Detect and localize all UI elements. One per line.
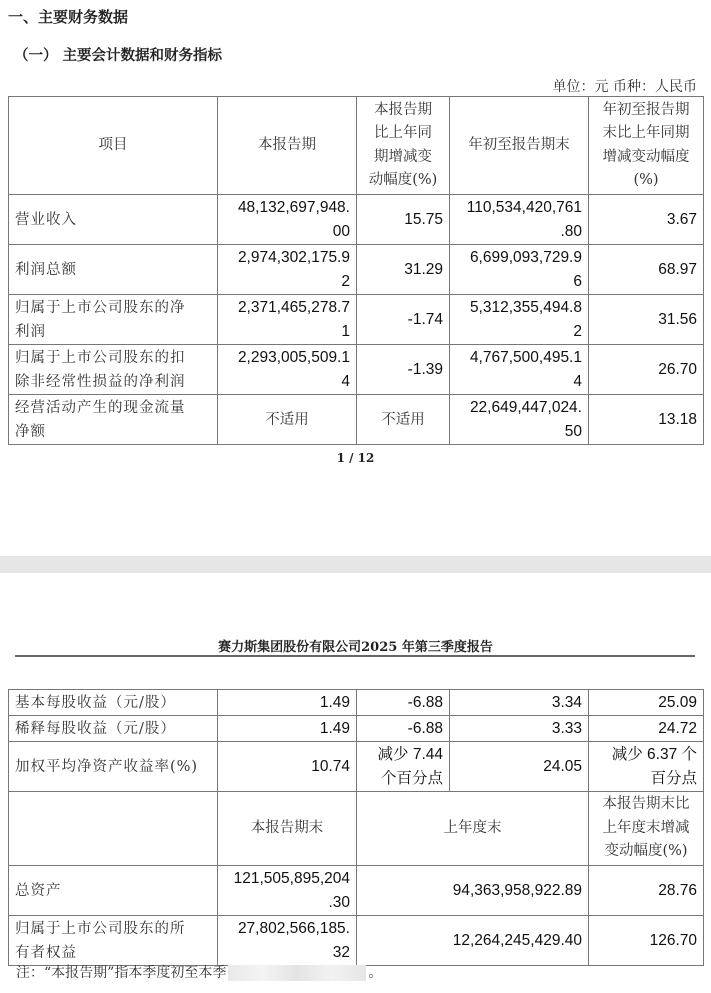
report-header-title: 赛力斯集团股份有限公司2025 年第三季度报告	[218, 640, 493, 655]
row-ytd-change: 25.09	[589, 690, 704, 716]
row-period-end: 27,802,566,185. 32	[218, 916, 357, 966]
row-ytd: 22,649,447,024. 50	[450, 395, 589, 445]
row-item: 归属于上市公司股东的净 利润	[9, 295, 218, 345]
row-item: 归属于上市公司股东的扣 除非经常性损益的净利润	[9, 345, 218, 395]
row-ytd-change: 31.56	[589, 295, 704, 345]
header-item: 项目	[9, 97, 218, 195]
unit-currency-label: 单位：元 币种：人民币	[552, 79, 697, 95]
row-period-end: 121,505,895,204 .30	[218, 866, 357, 916]
row-current: 2,293,005,509.1 4	[218, 345, 357, 395]
row-ytd: 3.34	[450, 690, 589, 716]
key-financial-data-table	[8, 96, 704, 445]
row-ytd: 3.33	[450, 716, 589, 742]
table-header-row	[9, 97, 704, 195]
row-ytd: 24.05	[450, 742, 589, 792]
row-ytd-change: 24.72	[589, 716, 704, 742]
row-change: 126.70	[589, 916, 704, 966]
redacted-blur	[228, 965, 366, 981]
table-row	[9, 742, 704, 792]
header-ytd: 年初至报告期末	[450, 97, 589, 195]
header-line: 动幅度(%)	[368, 172, 438, 188]
row-current: 1.49	[218, 716, 357, 742]
table-row	[9, 245, 704, 295]
row-current-change: -1.39	[357, 345, 450, 395]
row-change: 28.76	[589, 866, 704, 916]
row-current: 2,974,302,175.9 2	[218, 245, 357, 295]
header-current-change	[357, 97, 450, 195]
page-number: 1 / 12	[336, 451, 375, 465]
row-item: 加权平均净资产收益率(%)	[9, 742, 218, 792]
row-prior-year-end: 12,264,245,429.40	[357, 916, 589, 966]
header-line: (%)	[633, 172, 659, 188]
header-line: 末比上年同期	[602, 125, 690, 141]
row-current: 2,371,465,278.7 1	[218, 295, 357, 345]
row-current-change: 31.29	[357, 245, 450, 295]
header-period-end: 本报告期末	[218, 792, 357, 866]
row-ytd-change: 减少 6.37 个 百分点	[589, 742, 704, 792]
row-ytd-change: 13.18	[589, 395, 704, 445]
row-current-change: 不适用	[357, 395, 450, 445]
row-item: 归属于上市公司股东的所 有者权益	[9, 916, 218, 966]
header-prior-year-end: 上年度末	[357, 792, 589, 866]
table-row	[9, 716, 704, 742]
header-change	[589, 792, 704, 866]
row-current: 不适用	[218, 395, 357, 445]
table-row	[9, 295, 704, 345]
row-item: 基本每股收益（元/股）	[9, 690, 218, 716]
row-current: 10.74	[218, 742, 357, 792]
header-line: 增减变动幅度	[602, 148, 690, 165]
header-line: 本报告期	[374, 101, 432, 118]
page-separator	[0, 556, 711, 573]
row-ytd-change: 26.70	[589, 345, 704, 395]
row-item: 利润总额	[9, 245, 218, 295]
header-line: 比上年同	[374, 125, 432, 141]
row-ytd: 4,767,500,495.1 4	[450, 345, 589, 395]
table-row	[9, 345, 704, 395]
header-line: 变动幅度(%)	[604, 843, 688, 860]
row-prior-year-end: 94,363,958,922.89	[357, 866, 589, 916]
header-rule	[15, 655, 695, 657]
footnote	[16, 962, 382, 982]
row-current: 1.49	[218, 690, 357, 716]
row-ytd-change: 68.97	[589, 245, 704, 295]
row-ytd-change: 3.67	[589, 195, 704, 245]
row-ytd: 110,534,420,761 .80	[450, 195, 589, 245]
header-line: 本报告期末比	[602, 796, 690, 813]
table-row	[9, 916, 704, 966]
table-row	[9, 195, 704, 245]
header-ytd-change	[589, 97, 704, 195]
balance-header-row	[9, 792, 704, 866]
row-ytd: 6,699,093,729.9 6	[450, 245, 589, 295]
row-item: 营业收入	[9, 195, 218, 245]
header-item	[9, 792, 218, 866]
header-line: 上年度末增减	[602, 819, 690, 836]
row-current-change: 减少 7.44 个百分点	[357, 742, 450, 792]
footnote-end: 。	[368, 965, 383, 981]
header-line: 期增减变	[374, 148, 432, 165]
row-current: 48,132,697,948. 00	[218, 195, 357, 245]
row-current-change: -6.88	[357, 716, 450, 742]
section-heading: 一、主要财务数据	[8, 8, 129, 26]
key-financial-data-table-continued	[8, 689, 704, 966]
row-current-change: -1.74	[357, 295, 450, 345]
table-row	[9, 866, 704, 916]
header-current-period: 本报告期	[218, 97, 357, 195]
table-row	[9, 690, 704, 716]
row-item: 总资产	[9, 866, 218, 916]
row-ytd: 5,312,355,494.8 2	[450, 295, 589, 345]
row-current-change: -6.88	[357, 690, 450, 716]
subsection-heading: （一） 主要会计数据和财务指标	[14, 48, 223, 64]
row-item: 稀释每股收益（元/股）	[9, 716, 218, 742]
row-current-change: 15.75	[357, 195, 450, 245]
header-line: 年初至报告期	[602, 101, 690, 118]
footnote-text: 注：“本报告期”指本季度初至本季	[16, 965, 227, 981]
row-item: 经营活动产生的现金流量 净额	[9, 395, 218, 445]
table-row	[9, 395, 704, 445]
